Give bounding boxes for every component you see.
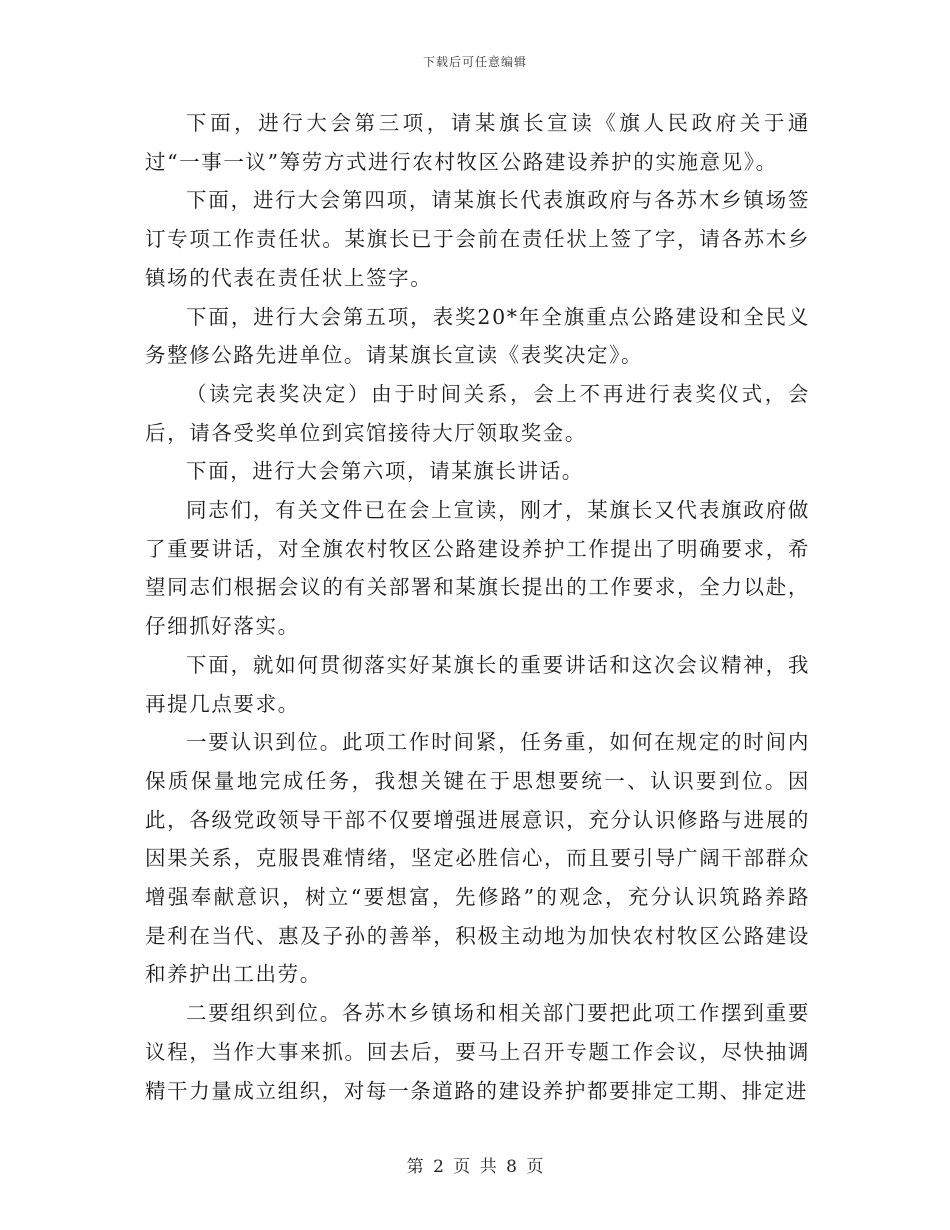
paragraph: 同志们，有关文件已在会上宣读，刚才，某旗长又代表旗政府做了重要讲话，对全旗农村牧区公路建设养护工作提出了明确要求，希望同志们根据会议的有关部署和某旗长提出的工作要求，全力以赴，仔细抓好落实。 [145, 498, 810, 639]
paragraph: 下面，进行大会第六项，请某旗长讲话。 [186, 459, 584, 484]
document-body [145, 104, 810, 1110]
paragraph: 下面，进行大会第五项，表奖20*年全旗重点公路建设和全民义务整修公路先进单位。请某旗长宣读《表奖决定》。 [145, 304, 810, 368]
paragraph: 下面，进行大会第三项，请某旗长宣读《旗人民政府关于通过“一事一议”筹劳方式进行农村牧区公路建设养护的实施意见》。 [145, 111, 810, 174]
page-number: 2 [433, 1157, 444, 1177]
paragraph: 一要认识到位。此项工作时间紧，任务重，如何在规定的时间内保质保量地完成任务，我想关键在于思想要统一、认识要到位。因此，各级党政领导干部不仅要增强进展意识，充分认识修路与进展的因果关系，克服畏难情绪，坚定必胜信心，而且要引导广阔干部群众增强奉献意识，树立“要想富，先修路”的观念，充分认识筑路养路是利在当代、惠及子孙的善举，积极主动地为加快农村牧区公路建设和养护出工出劳。 [145, 730, 810, 987]
paragraph: 下面，就如何贯彻落实好某旗长的重要讲话和这次会议精神，我再提几点要求。 [145, 652, 810, 716]
paragraph: 二要组织到位。各苏木乡镇场和相关部门要把此项工作摆到重要议程，当作大事来抓。回去后，要马上召开专题工作会议，尽快抽调精干力量成立组织，对每一条道路的建设养护都要排定工期、排定进 [145, 1001, 810, 1103]
page-header: 下载后可任意编辑 [422, 55, 527, 69]
page-footer [0, 1152, 950, 1177]
page-number-suffix: 页 [453, 1157, 471, 1177]
page-total-prefix: 共 [479, 1157, 497, 1177]
paragraph: 下面，进行大会第四项，请某旗长代表旗政府与各苏木乡镇场签订专项工作责任状。某旗长已于会前在责任状上签了字，请各苏木乡镇场的代表在责任状上签字。 [145, 188, 810, 290]
page-number-prefix: 第 [406, 1157, 424, 1177]
page-total-suffix: 页 [526, 1157, 544, 1177]
paragraph: （读完表奖决定）由于时间关系，会上不再进行表奖仪式，会后，请各受奖单位到宾馆接待大厅领取奖金。 [145, 381, 810, 445]
page-total: 8 [506, 1157, 517, 1177]
